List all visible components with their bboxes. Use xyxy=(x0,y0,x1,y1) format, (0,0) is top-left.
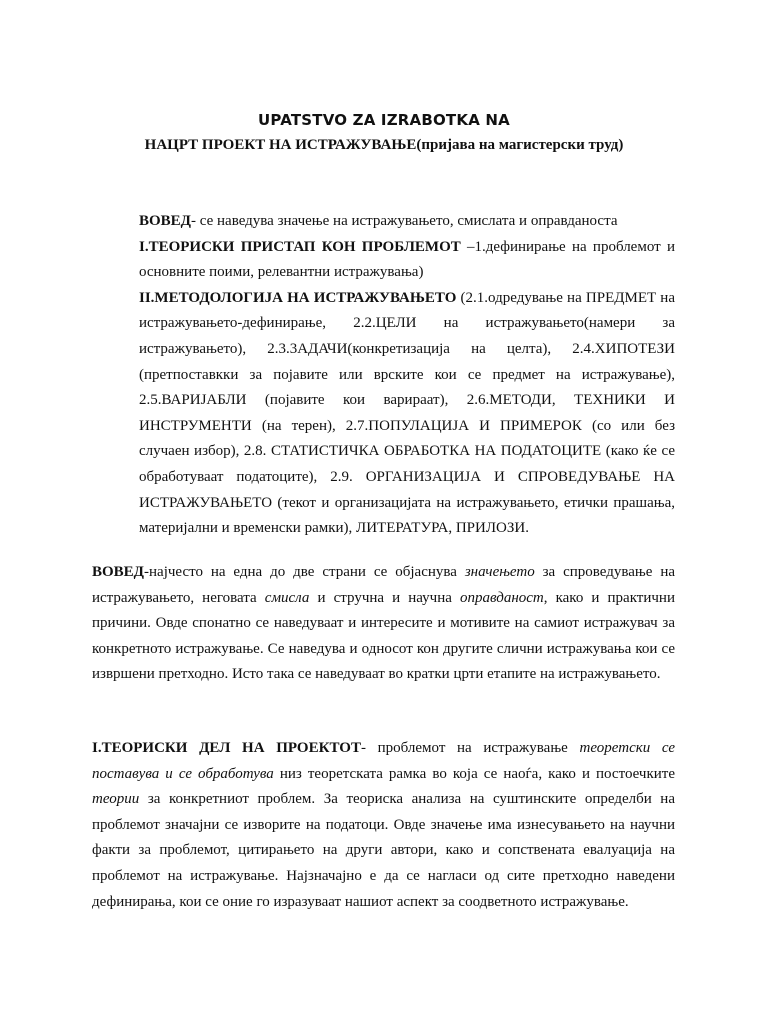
theory-text-2: низ теоретската рамка во која се наоѓа, како и постоечките xyxy=(273,765,675,782)
theory-text-3: за конкретниот проблем. За теориска анализа на суштинските определби на проблемот значајни се изворите на податоци. Овде значење има изнесувањето на научни факти за проблемот, цитирањето на други автори, како и сопствената евалуација на проблемот на истражување. Најзначајно е да се нагласи од сите претходно наведени дефинирања, кои се оние го изразуваат нашиот аспект за соодветното истражување. xyxy=(92,791,675,910)
project-outline xyxy=(139,209,675,542)
introduction-emphasis-3: оправданост xyxy=(460,589,544,606)
introduction-text-2: за спроведување на истражувањето, неговата xyxy=(92,564,676,606)
introduction-emphasis-1: значењето xyxy=(464,564,535,580)
outline-methodology-heading: II.МЕТОДОЛОГИЈА НА ИСТРАЖУВАЊЕТО xyxy=(139,289,457,306)
outline-theory xyxy=(139,235,675,286)
theory-emphasis-1: теоретски се поставува и се обработува xyxy=(92,740,675,782)
document-title: UPATSTVO ZA IZRABOTKA NA xyxy=(258,111,510,129)
outline-theory-text: –1.дефинирање на проблемот и основните поими, релевантни истражувања) xyxy=(139,238,675,281)
theory-emphasis-2: теории xyxy=(92,791,140,808)
outline-methodology xyxy=(139,286,675,542)
document-subtitle: НАЦРТ ПРОЕКТ НА ИСТРАЖУВАЊЕ(пријава на магистерски труд) xyxy=(144,137,624,153)
outline-introduction xyxy=(139,209,675,235)
introduction-emphasis-2: смисла xyxy=(264,589,310,606)
theory-text-1: - проблемот на истражување xyxy=(360,740,580,756)
introduction-text-4: , како и практични причини. Овде спонатно се наведуваат и интересите и мотивите на самиот истражувач за конкретното истражување. Се наведува и односот кон другите слични истражувања кои се извршени претходно. Исто така се наведуваат во кратки црти етапите на истражувањето. xyxy=(92,589,675,683)
outline-theory-heading: I.ТЕОРИСКИ ПРИСТАП КОН ПРОБЛЕМОТ xyxy=(139,238,461,255)
introduction-paragraph xyxy=(92,560,675,688)
outline-introduction-heading: ВОВЕД xyxy=(139,213,192,229)
theory-heading: I.ТЕОРИСКИ ДЕЛ НА ПРОЕКТОТ xyxy=(92,740,361,756)
introduction-text-1: -најчесто на една до две страни се објаснува xyxy=(144,564,465,580)
introduction-heading: ВОВЕД xyxy=(92,564,145,580)
theory-paragraph xyxy=(92,736,675,915)
introduction-text-3: и стручна и научна xyxy=(309,589,460,606)
outline-methodology-text: (2.1.одредување на ПРЕДМЕТ на истражувањето-дефинирање, 2.2.ЦЕЛИ на истражувањето(намери за истражувањето), 2.3.3АДАЧИ(конкретизација на целта), 2.4.ХИПОТЕЗИ (претпоставкки за појавите или врските кои се предмет на истражување), 2.5.ВАРИЈАБЛИ (појавите кои варираат), 2.6.МЕТОДИ, ТЕХНИКИ И ИНСТРУМЕНТИ (на терен), 2.7.ПОПУЛАЦИЈА И ПРИМЕРОК (со или без случаен избор), 2.8. СТАТИСТИЧКА ОБРАБОТКА НА ПОДАТОЦИТЕ (како ќе се обработуваат податоците), 2.9. ОРГАНИЗАЦИЈА И СПРОВЕДУВАЊЕ НА ИСТРАЖУВАЊЕТО (текот и организацијата на истражувањето, етички прашања, материјални и временски рамки), ЛИТЕРАТУРА, ПРИЛОЗИ. xyxy=(139,289,675,537)
outline-introduction-text: - се наведува значење на истражувањето, смислата и оправданоста xyxy=(191,213,618,229)
